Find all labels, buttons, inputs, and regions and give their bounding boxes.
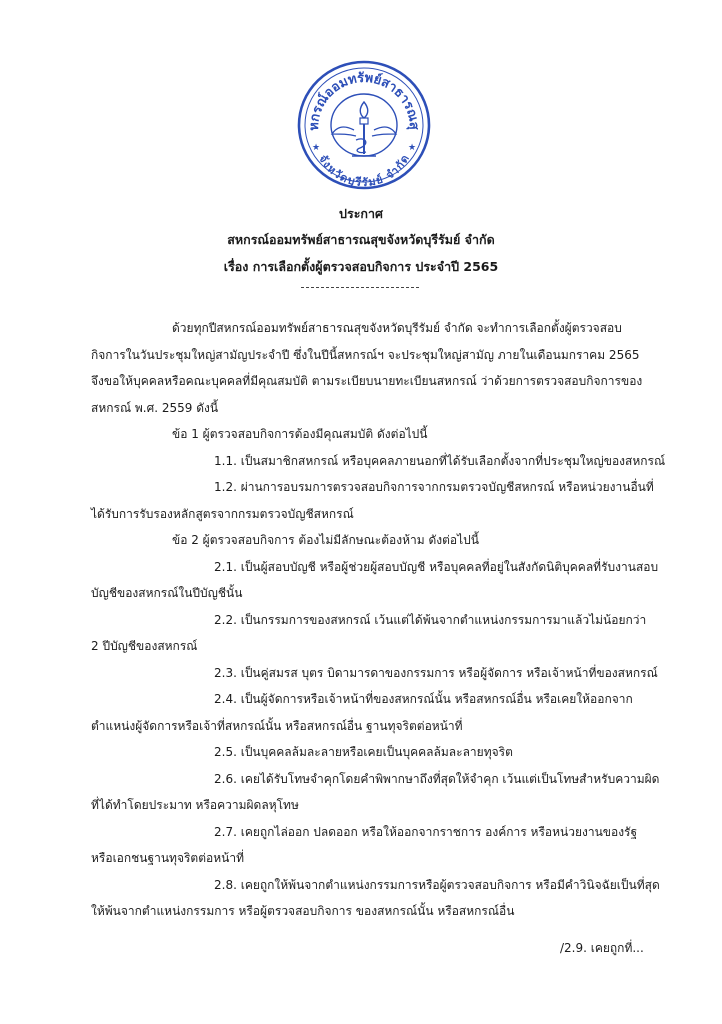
section-2-item-cont: ที่ได้ทำโดยประมาท หรือความผิดลหุโทษ	[91, 798, 299, 812]
section-2-item: 2.5. เป็นบุคคลล้มละลายหรือเคยเป็นบุคคลล้มละลายทุจริต	[214, 745, 513, 759]
section-2-item: 2.4. เป็นผู้จัดการหรือเจ้าหน้าที่ของสหกรณ์นั้น หรือสหกรณ์อื่น หรือเคยให้ออกจาก	[214, 692, 633, 706]
section-2-item-cont: ให้พ้นจากตำแหน่งกรรมการ หรือผู้ตรวจสอบกิจการ ของสหกรณ์นั้น หรือสหกรณ์อื่น	[91, 904, 515, 918]
section-2-item: 2.3. เป็นคู่สมรส บุตร บิดามารดาของกรรมการ หรือผู้จัดการ หรือเจ้าหน้าที่ของสหกรณ์	[214, 666, 658, 680]
section-1-item-cont: ได้รับการรับรองหลักสูตรจากกรมตรวจบัญชีสหกรณ์	[91, 507, 354, 521]
svg-text:จังหวัดบุรีรัมย์ จำกัด	[316, 153, 412, 189]
section-2-item: 2.7. เคยถูกไล่ออก ปลดออก หรือให้ออกจากราชการ องค์การ หรือหน่วยงานของรัฐ	[214, 825, 638, 839]
intro-line: ด้วยทุกปีสหกรณ์ออมทรัพย์สาธารณสุขจังหวัดบุรีรัมย์ จำกัด จะทำการเลือกตั้งผู้ตรวจสอบ	[172, 321, 622, 335]
section-2-item-cont: ตำแหน่งผู้จัดการหรือเจ้าที่สหกรณ์นั้น หรือสหกรณ์อื่น ฐานทุจริตต่อหน้าที่	[91, 719, 463, 733]
section-2-item-cont: หรือเอกชนฐานทุจริตต่อหน้าที่	[91, 851, 244, 865]
announcement-subject: เรื่อง การเลือกตั้งผู้ตรวจสอบกิจการ ประจำปี 2565	[223, 259, 499, 274]
intro-line: สหกรณ์ พ.ศ. 2559 ดังนี้	[91, 401, 219, 415]
seal-bottom-text: จังหวัดบุรีรัมย์ จำกัด	[316, 152, 412, 190]
title-divider	[301, 287, 419, 288]
section-1-heading: ข้อ 1 ผู้ตรวจสอบกิจการต้องมีคุณสมบัติ ดังต่อไปนี้	[172, 427, 428, 441]
seal-top-text: หกรณ์ออมทรัพย์สาธารณสุ	[306, 70, 422, 131]
svg-text:★: ★	[408, 143, 417, 153]
section-2-item: 2.1. เป็นผู้สอบบัญชี หรือผู้ช่วยผู้สอบบัญชี หรือบุคคลที่อยู่ในสังกัดนิติบุคคลที่รับงานสอบ	[214, 560, 659, 574]
section-2-item: 2.8. เคยถูกให้พ้นจากตำแหน่งกรรมการหรือผู้ตรวจสอบกิจการ หรือมีคำวินิจฉัยเป็นที่สุด	[214, 878, 660, 892]
page-continuation: /2.9. เคยถูกที่...	[560, 941, 644, 955]
seal-emblem-icon	[296, 58, 432, 192]
section-1-item: 1.1. เป็นสมาชิกสหกรณ์ หรือบุคคลภายนอกที่ได้รับเลือกตั้งจากที่ประชุมใหญ่ของสหกรณ์	[214, 454, 666, 468]
section-2-item-cont: บัญชีของสหกรณ์ในปีบัญชีนั้น	[91, 586, 243, 600]
section-2-item: 2.2. เป็นกรรมการของสหกรณ์ เว้นแต่ได้พ้นจากตำแหน่งกรรมการมาแล้วไม่น้อยกว่า	[214, 613, 647, 627]
announcement-title: ประกาศ	[339, 206, 383, 221]
organization-name: สหกรณ์ออมทรัพย์สาธารณสุขจังหวัดบุรีรัมย์ จำกัด	[227, 232, 495, 247]
section-1-item: 1.2. ผ่านการอบรมการตรวจสอบกิจการจากกรมตรวจบัญชีสหกรณ์ หรือหน่วยงานอื่นที่	[214, 480, 654, 494]
svg-text:★: ★	[312, 143, 321, 153]
section-2-item-cont: 2 ปีบัญชีของสหกรณ์	[91, 639, 198, 653]
cooperative-seal	[296, 58, 432, 192]
intro-line: กิจการในวันประชุมใหญ่สามัญประจำปี ซึ่งในปีนี้สหกรณ์ฯ จะประชุมใหญ่สามัญ ภายในเดือนมกราคม 2565	[91, 348, 640, 362]
section-2-item: 2.6. เคยได้รับโทษจำคุกโดยคำพิพากษาถึงที่สุดให้จำคุก เว้นแต่เป็นโทษสำหรับความผิด	[214, 772, 660, 786]
section-2-heading: ข้อ 2 ผู้ตรวจสอบกิจการ ต้องไม่มีลักษณะต้องห้าม ดังต่อไปนี้	[172, 533, 479, 547]
intro-line: จึงขอให้บุคคลหรือคณะบุคคลที่มีคุณสมบัติ ตามระเบียบนายทะเบียนสหกรณ์ ว่าด้วยการตรวจสอบกิจการของ	[91, 374, 643, 388]
